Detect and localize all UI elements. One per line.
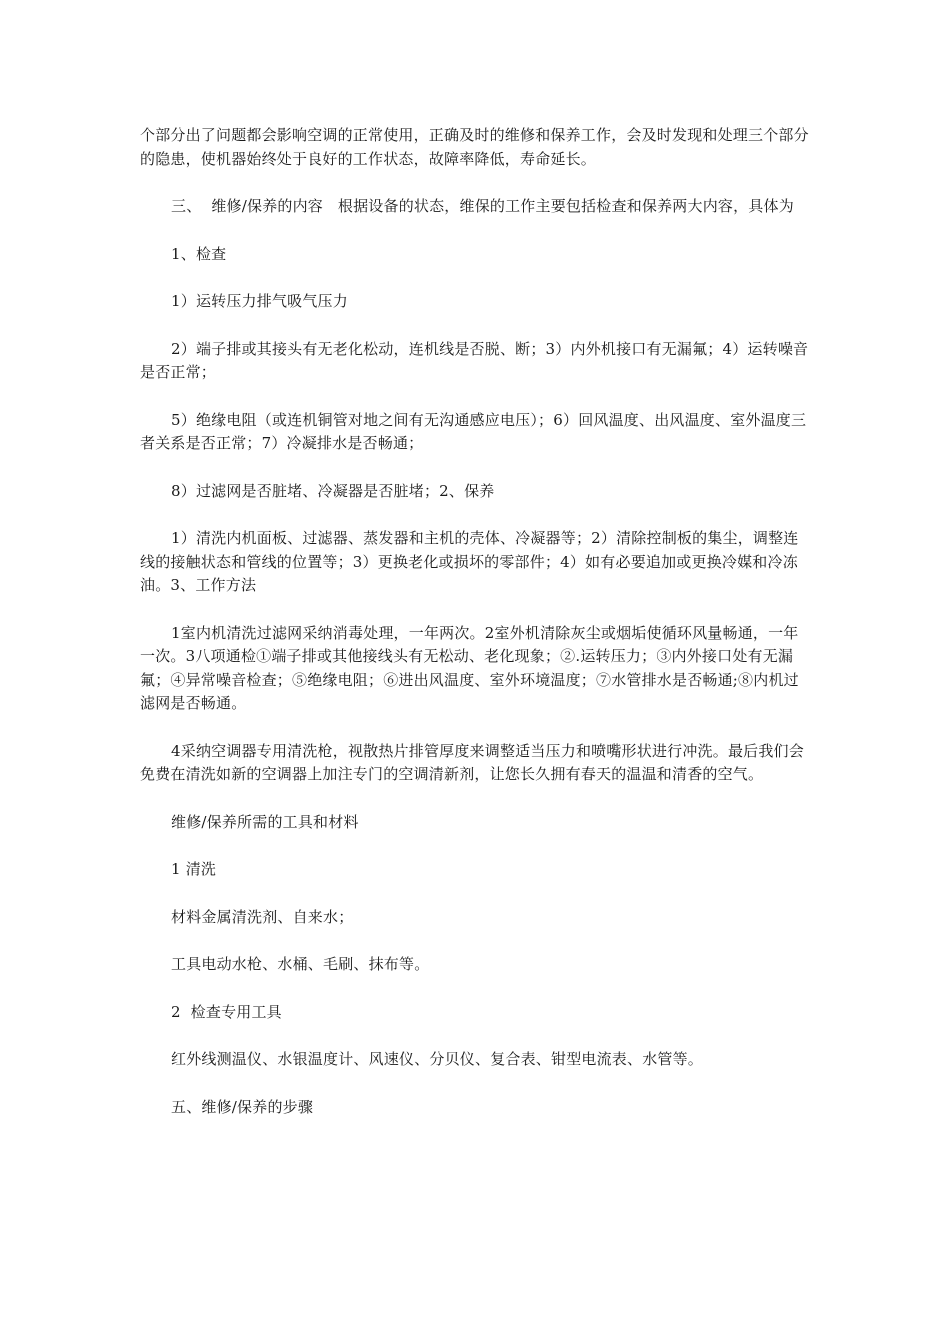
list-item-pressure: 1）运转压力排气吸气压力 [171,292,348,310]
paragraph-inspection-tools-list: 红外线测温仪、水银温度计、风速仪、分贝仪、复合表、钳型电流表、水管等。 [171,1050,704,1068]
paragraph-work-method: 1室内机清洗过滤网采纳消毒处理，一年两次。2室外机清除灰尘或烟垢使循环风量畅通，一年一次。3八项通检①端子排或其他接线头有无松动、老化现象；②.运转压力；③内外接口处有无漏氟；④异常噪音检查；⑤绝缘电阻；⑥进出风温度、室外环境温度；⑦水管排水是否畅通;⑧内机过滤网是否畅通。 [140,623,799,712]
list-item-filter: 8）过滤网是否脏堵、冷凝器是否脏堵；2、保养 [171,481,495,500]
list-item-terminals: 2）端子排或其接头有无老化松动，连机线是否脱、断；3）内外机接口有无漏氟；4）运转噪音是否正常； [140,339,809,381]
paragraph-tools: 工具电动水枪、水桶、毛刷、抹布等。 [171,955,430,973]
document-body [140,124,812,1143]
subheading-inspection: 1、检查 [171,244,227,263]
section-heading-steps: 五、维修/保养的步骤 [171,1097,314,1116]
paragraph-intro-continued: 个部分出了问题都会影响空调的正常使用，正确及时的维修和保养工作，会及时发现和处理三个部分的隐患，使机器始终处于良好的工作状态，故障率降低，寿命延长。 [140,126,809,168]
paragraph-materials: 材料金属清洗剂、自来水； [171,907,354,926]
subheading-inspection-tools: 2 检查专用工具 [171,1002,282,1021]
list-item-maintenance: 1）清洗内机面板、过滤器、蒸发器和主机的壳体、冷凝器等；2）清除控制板的集尘，调整连线的接触状态和管线的位置等；3）更换老化或损坏的零部件；4）如有必要追加或更换冷媒和冷冻油。3、工作方法 [140,529,799,594]
section-heading-tools: 维修/保养所需的工具和材料 [171,812,359,831]
section-heading-maintenance-content: 三、 维修/保养的内容 根据设备的状态，维保的工作主要包括检查和保养两大内容，具体为 [171,197,794,215]
paragraph-cleaning-gun: 4采纳空调器专用清洗枪，视散热片排管厚度来调整适当压力和喷嘴形状进行冲洗。最后我们会免费在清洗如新的空调器上加注专门的空调清新剂，让您长久拥有春天的温温和清香的空气。 [140,741,804,783]
list-item-insulation: 5）绝缘电阻（或连机铜管对地之间有无沟通感应电压）；6）回风温度、出风温度、室外温度三者关系是否正常；7）冷凝排水是否畅通； [140,410,807,452]
subheading-cleaning: 1 清洗 [171,860,217,878]
